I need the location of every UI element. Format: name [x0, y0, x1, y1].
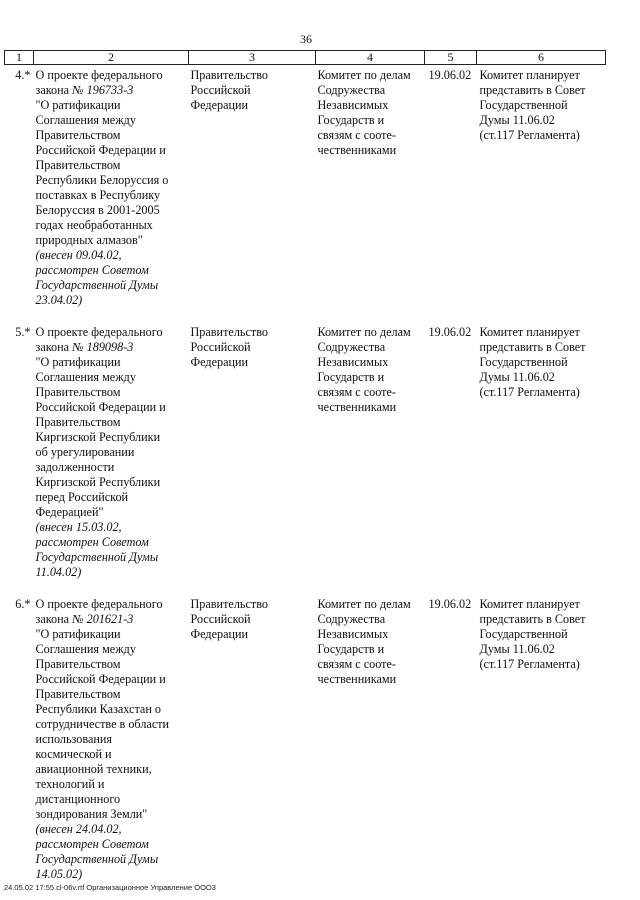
- committee-line: связям с сооте-: [317, 385, 396, 399]
- document-footer: 24.05.02 17:55 cl-06v.rtf Организационное Управление ООО3: [4, 883, 216, 892]
- table-row: [5, 68, 606, 308]
- committee-line: чественниками: [317, 400, 397, 414]
- committee-line: Государств и: [317, 370, 385, 384]
- bill-title-line: Правительством: [35, 657, 121, 671]
- item-number: 4.*: [15, 68, 31, 82]
- bills-table: [4, 50, 606, 882]
- committee-line: связям с сооте-: [317, 128, 396, 142]
- bill-title-line: годах необработанных: [35, 218, 153, 232]
- initiator-line: Российской: [190, 83, 251, 97]
- column-number-4: 4: [316, 51, 425, 65]
- plan-cell: [477, 597, 606, 882]
- bill-title-line: задолженности: [35, 460, 115, 474]
- initiator-line: Правительство: [190, 68, 268, 82]
- bill-title-prefix: закона: [35, 83, 73, 97]
- bill-status-note: Государственной Думы: [35, 278, 159, 292]
- plan-line: представить в Совет: [479, 83, 586, 97]
- plan-line: Думы 11.06.02: [479, 370, 555, 384]
- committee-line: Независимых: [317, 627, 389, 641]
- bill-title-line: зондирования Земли": [35, 807, 148, 821]
- bill-title-cell: О проекте федерального закона № 189098-3 "О ратификации Соглашения между Правительством Российской Федерации и Правительством Киргизской Республики об урегулировании задолженности Киргизской Республики перед Российской Федерацией" (внесен 15.03.02, рассмотрен Советом Государственной Думы 11.04.02): [34, 325, 189, 580]
- column-number-5: 5: [425, 51, 477, 65]
- bill-status-note: (внесен 15.03.02,: [35, 520, 122, 534]
- bill-title-line: Российской Федерации и: [35, 400, 166, 414]
- plan-line: Комитет планирует: [479, 325, 580, 339]
- committee-line: Содружества: [317, 612, 386, 626]
- bill-status-note: (внесен 24.04.02,: [35, 822, 122, 836]
- bill-title-line: Правительством: [35, 158, 121, 172]
- bill-title-line: Федерацией": [35, 505, 104, 519]
- bill-title-line: Соглашения между: [35, 370, 136, 384]
- bill-title-line: Соглашения между: [35, 113, 136, 127]
- committee-line: Государств и: [317, 113, 385, 127]
- initiator-line: Федерации: [190, 98, 249, 112]
- date-cell: 19.06.02: [428, 325, 472, 339]
- committee-line: Комитет по делам: [317, 325, 411, 339]
- committee-cell: [316, 68, 425, 308]
- bill-status-note: 14.05.02): [35, 867, 83, 881]
- initiator-cell: [189, 68, 316, 308]
- bill-title-line: использования: [35, 732, 113, 746]
- initiator-line: Федерации: [190, 355, 249, 369]
- initiator-line: Российской: [190, 612, 251, 626]
- bill-title-line: "О ратификации: [35, 355, 121, 369]
- initiator-cell: [189, 325, 316, 580]
- item-number: 6.*: [15, 597, 31, 611]
- law-number: № 196733-3: [72, 83, 134, 97]
- bill-title-line: космической и: [35, 747, 112, 761]
- bill-title-line: Российской Федерации и: [35, 672, 166, 686]
- bill-title-line: Соглашения между: [35, 642, 136, 656]
- bill-title-line: Правительством: [35, 687, 121, 701]
- table-body: [5, 65, 606, 883]
- column-number-6: 6: [477, 51, 606, 65]
- bill-title-line: дистанционного: [35, 792, 121, 806]
- bill-title-prefix: закона: [35, 340, 73, 354]
- bill-title-line: природных алмазов": [35, 233, 143, 247]
- page-number: 36: [300, 32, 312, 46]
- plan-line: представить в Совет: [479, 340, 586, 354]
- bill-status-note: Государственной Думы: [35, 852, 159, 866]
- plan-cell: [477, 325, 606, 580]
- bill-title-line: Белоруссия в 2001-2005: [35, 203, 160, 217]
- date-cell: 19.06.02: [428, 68, 472, 82]
- law-number: № 201621-3: [72, 612, 134, 626]
- column-number-3: 3: [189, 51, 316, 65]
- bill-title-line: поставках в Республику: [35, 188, 161, 202]
- committee-line: Государств и: [317, 642, 385, 656]
- bill-title-cell: О проекте федерального закона № 196733-3 "О ратификации Соглашения между Правительством Российской Федерации и Правительством Республики Белоруссия о поставках в Республику Белоруссия в 2001-2005 годах необработанных природных алмазов" (внесен 09.04.02, рассмотрен Советом Государственной Думы 23.04.02): [34, 68, 189, 308]
- bill-title-line: Республики Казахстан о: [35, 702, 161, 716]
- bill-status-note: 11.04.02): [35, 565, 82, 579]
- date-cell: 19.06.02: [428, 597, 472, 611]
- committee-cell: [316, 325, 425, 580]
- bill-title-line: "О ратификации: [35, 627, 121, 641]
- committee-line: Содружества: [317, 340, 386, 354]
- bill-title-line: об урегулировании: [35, 445, 135, 459]
- committee-line: Комитет по делам: [317, 68, 411, 82]
- bill-title-cell: О проекте федерального закона № 201621-3 "О ратификации Соглашения между Правительством Российской Федерации и Правительством Республики Казахстан о сотрудничестве в области использования космической и авиационной техники, технологий и дистанционного зондирования Земли" (внесен 24.04.02, рассмотрен Советом Государственной Думы 14.05.02): [34, 597, 189, 882]
- committee-line: Независимых: [317, 98, 389, 112]
- column-number-1: 1: [5, 51, 34, 65]
- bill-status-note: рассмотрен Советом: [35, 263, 149, 277]
- plan-line: Думы 11.06.02: [479, 113, 555, 127]
- initiator-line: Правительство: [190, 325, 268, 339]
- bill-title-line: Правительством: [35, 415, 121, 429]
- bill-status-note: рассмотрен Советом: [35, 837, 149, 851]
- law-number: № 189098-3: [72, 340, 134, 354]
- bill-status-note: 23.04.02): [35, 293, 83, 307]
- plan-line: Комитет планирует: [479, 597, 580, 611]
- plan-line: Государственной: [479, 98, 568, 112]
- initiator-line: Федерации: [190, 627, 249, 641]
- plan-line: Комитет планирует: [479, 68, 580, 82]
- bill-title-line: Киргизской Республики: [35, 475, 161, 489]
- bill-title-line: Правительством: [35, 385, 121, 399]
- plan-line: Думы 11.06.02: [479, 642, 555, 656]
- bill-title-line: "О ратификации: [35, 98, 121, 112]
- bill-title-line: Российской Федерации и: [35, 143, 166, 157]
- initiator-line: Российской: [190, 340, 251, 354]
- bill-title-line: Правительством: [35, 128, 121, 142]
- committee-line: Комитет по делам: [317, 597, 411, 611]
- plan-line: Государственной: [479, 355, 568, 369]
- committee-line: чественниками: [317, 672, 397, 686]
- plan-line: представить в Совет: [479, 612, 586, 626]
- initiator-cell: [189, 597, 316, 882]
- item-number: 5.*: [15, 325, 31, 339]
- bill-status-note: (внесен 09.04.02,: [35, 248, 122, 262]
- committee-line: чественниками: [317, 143, 397, 157]
- bill-title-line: авиационной техники,: [35, 762, 152, 776]
- bill-title-prefix: закона: [35, 612, 73, 626]
- plan-line: (ст.117 Регламента): [479, 385, 580, 399]
- committee-line: Содружества: [317, 83, 386, 97]
- plan-line: (ст.117 Регламента): [479, 128, 580, 142]
- bill-title-line: Киргизской Республики: [35, 430, 161, 444]
- plan-line: (ст.117 Регламента): [479, 657, 580, 671]
- committee-cell: [316, 597, 425, 882]
- table-row: [5, 597, 606, 882]
- table-row: [5, 325, 606, 580]
- committee-line: связям с сооте-: [317, 657, 396, 671]
- bill-title-line: сотрудничестве в области: [35, 717, 170, 731]
- bill-status-note: Государственной Думы: [35, 550, 159, 564]
- committee-line: Независимых: [317, 355, 389, 369]
- column-number-row: [5, 51, 606, 65]
- initiator-line: Правительство: [190, 597, 268, 611]
- bill-status-note: рассмотрен Советом: [35, 535, 149, 549]
- bill-title-line: технологий и: [35, 777, 105, 791]
- plan-line: Государственной: [479, 627, 568, 641]
- plan-cell: [477, 68, 606, 308]
- bill-title-line: перед Российской: [35, 490, 129, 504]
- column-number-2: 2: [34, 51, 189, 65]
- bill-title-line: Республики Белоруссия о: [35, 173, 169, 187]
